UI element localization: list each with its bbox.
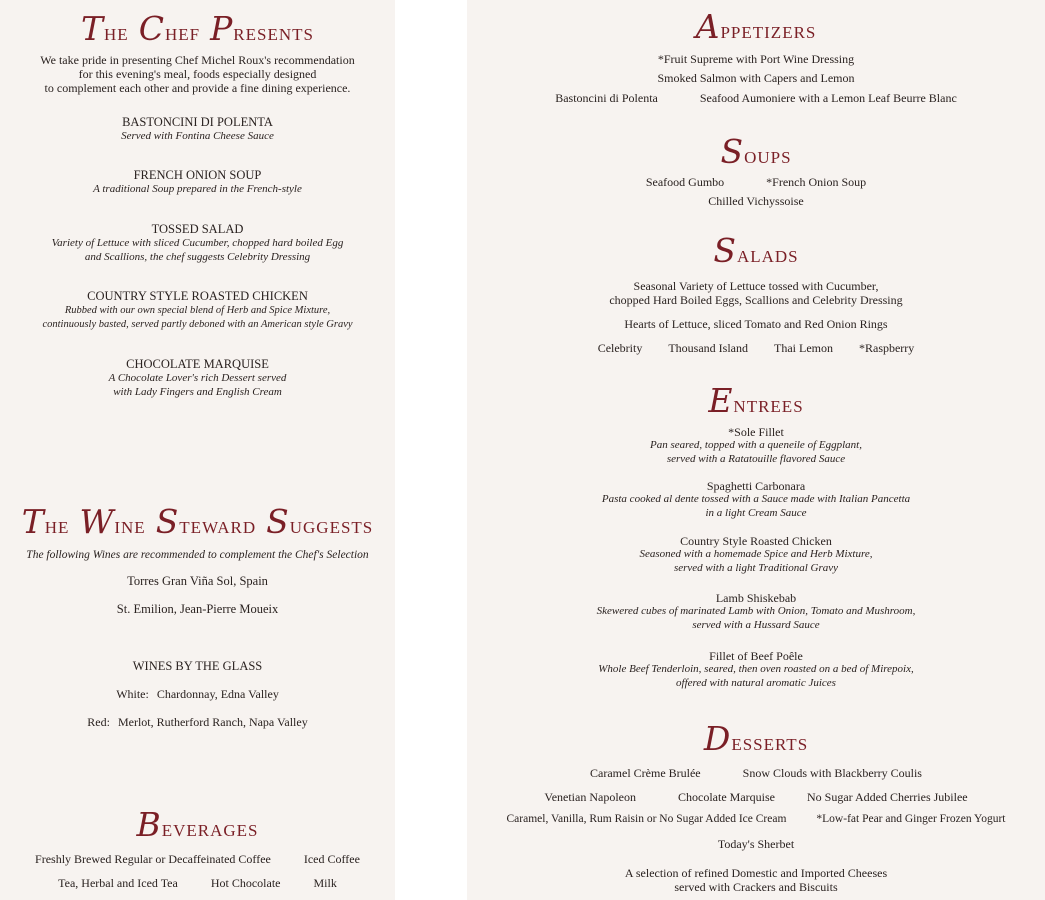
white-wine-row: White: Chardonnay, Edna Valley	[116, 687, 279, 701]
salad-item: Hearts of Lettuce, sliced Tomato and Red Onion Rings	[624, 317, 888, 331]
entree-item: Fillet of Beef Poêle Whole Beef Tenderloin, seared, then oven roasted on a bed of Mirepoix, offered with natural aromatic Juices	[598, 649, 914, 689]
cheese-item: A selection of refined Domestic and Imported Cheeses served with Crackers and Biscuits	[624, 866, 888, 894]
desserts-row: Venetian Napoleon Chocolate Marquise No Sugar Added Cherries Jubilee	[544, 790, 968, 804]
entree-item: Lamb Shiskebab Skewered cubes of marinated Lamb with Onion, Tomato and Mushroom, served with a Hussard Sauce	[596, 591, 916, 631]
appetizers-heading: APPETIZERS	[695, 7, 817, 46]
wines-by-glass-title: WINES BY THE GLASS	[132, 659, 263, 673]
beverages-row: Freshly Brewed Regular or Decaffeinated Coffee Iced Coffee	[35, 852, 360, 866]
appetizer-row: Bastoncini di Polenta Seafood Aumoniere with a Lemon Leaf Beurre Blanc	[555, 91, 957, 105]
wine-steward-heading: THE WINE STEWARD SUGGESTS	[21, 502, 374, 541]
beverages-row: Tea, Herbal and Iced Tea Hot Chocolate Milk	[58, 876, 337, 890]
appetizer-item: Smoked Salmon with Capers and Lemon	[657, 71, 855, 85]
chef-course: BASTONCINI DI POLENTA Served with Fontina Cheese Sauce	[121, 115, 274, 142]
chef-course: FRENCH ONION SOUP A traditional Soup prepared in the French-style	[93, 168, 302, 195]
left-menu-panel	[0, 0, 395, 900]
entree-item: Country Style Roasted Chicken Seasoned with a homemade Spice and Herb Mixture, served with a light Traditional Gravy	[639, 534, 873, 574]
salad-item: Seasonal Variety of Lettuce tossed with Cucumber, chopped Hard Boiled Eggs, Scallions and Celebrity Dressing	[609, 279, 903, 307]
chef-intro: We take pride in presenting Chef Michel Roux's recommendation for this evening's meal, foods especially designed to complement each other and provide a fine dining experience.	[40, 53, 355, 95]
soups-row: Seafood Gumbo *French Onion Soup	[645, 175, 867, 189]
salads-heading: SALADS	[713, 231, 799, 270]
wine-item: St. Emilion, Jean-Pierre Moueix	[116, 602, 279, 616]
dessert-item: Today's Sherbet	[717, 837, 795, 851]
right-menu-panel	[467, 0, 1045, 900]
entree-item: Spaghetti Carbonara Pasta cooked al dente tossed with a Sauce made with Italian Pancetta in a light Cream Sauce	[601, 479, 911, 519]
appetizer-item: *Fruit Supreme with Port Wine Dressing	[657, 52, 855, 66]
wine-intro: The following Wines are recommended to complement the Chef's Selection	[26, 549, 369, 561]
wine-item: Torres Gran Viña Sol, Spain	[127, 574, 268, 588]
beverages-heading: BEVERAGES	[136, 805, 259, 844]
chef-course: TOSSED SALAD Variety of Lettuce with sliced Cucumber, chopped hard boiled Egg and Scallions, the chef suggests Celebrity Dressing	[51, 222, 344, 263]
soups-heading: SOUPS	[720, 132, 792, 171]
chef-course: CHOCOLATE MARQUISE A Chocolate Lover's rich Dessert served with Lady Fingers and English Cream	[108, 357, 287, 398]
desserts-heading: DESSERTS	[703, 719, 809, 758]
entrees-heading: ENTREES	[708, 381, 804, 420]
red-wine-row: Red: Merlot, Rutherford Ranch, Napa Valley	[87, 715, 308, 729]
desserts-row: Caramel Crème Brulée Snow Clouds with Blackberry Coulis	[590, 766, 922, 780]
chef-course: COUNTRY STYLE ROASTED CHICKEN Rubbed with our own special blend of Herb and Spice Mixture, continuously basted, served partly deboned with an American style Gravy	[42, 289, 353, 330]
dressings-row: Celebrity Thousand Island Thai Lemon *Raspberry	[597, 341, 915, 355]
desserts-row: Caramel, Vanilla, Rum Raisin or No Sugar Added Ice Cream *Low-fat Pear and Ginger Frozen Yogurt	[506, 813, 1006, 825]
chef-presents-heading: THE CHEF PRESENTS	[81, 9, 314, 48]
soup-item: Chilled Vichyssoise	[708, 194, 804, 208]
entree-item: *Sole Fillet Pan seared, topped with a queneile of Eggplant, served with a Ratatouille flavored Sauce	[650, 425, 862, 465]
